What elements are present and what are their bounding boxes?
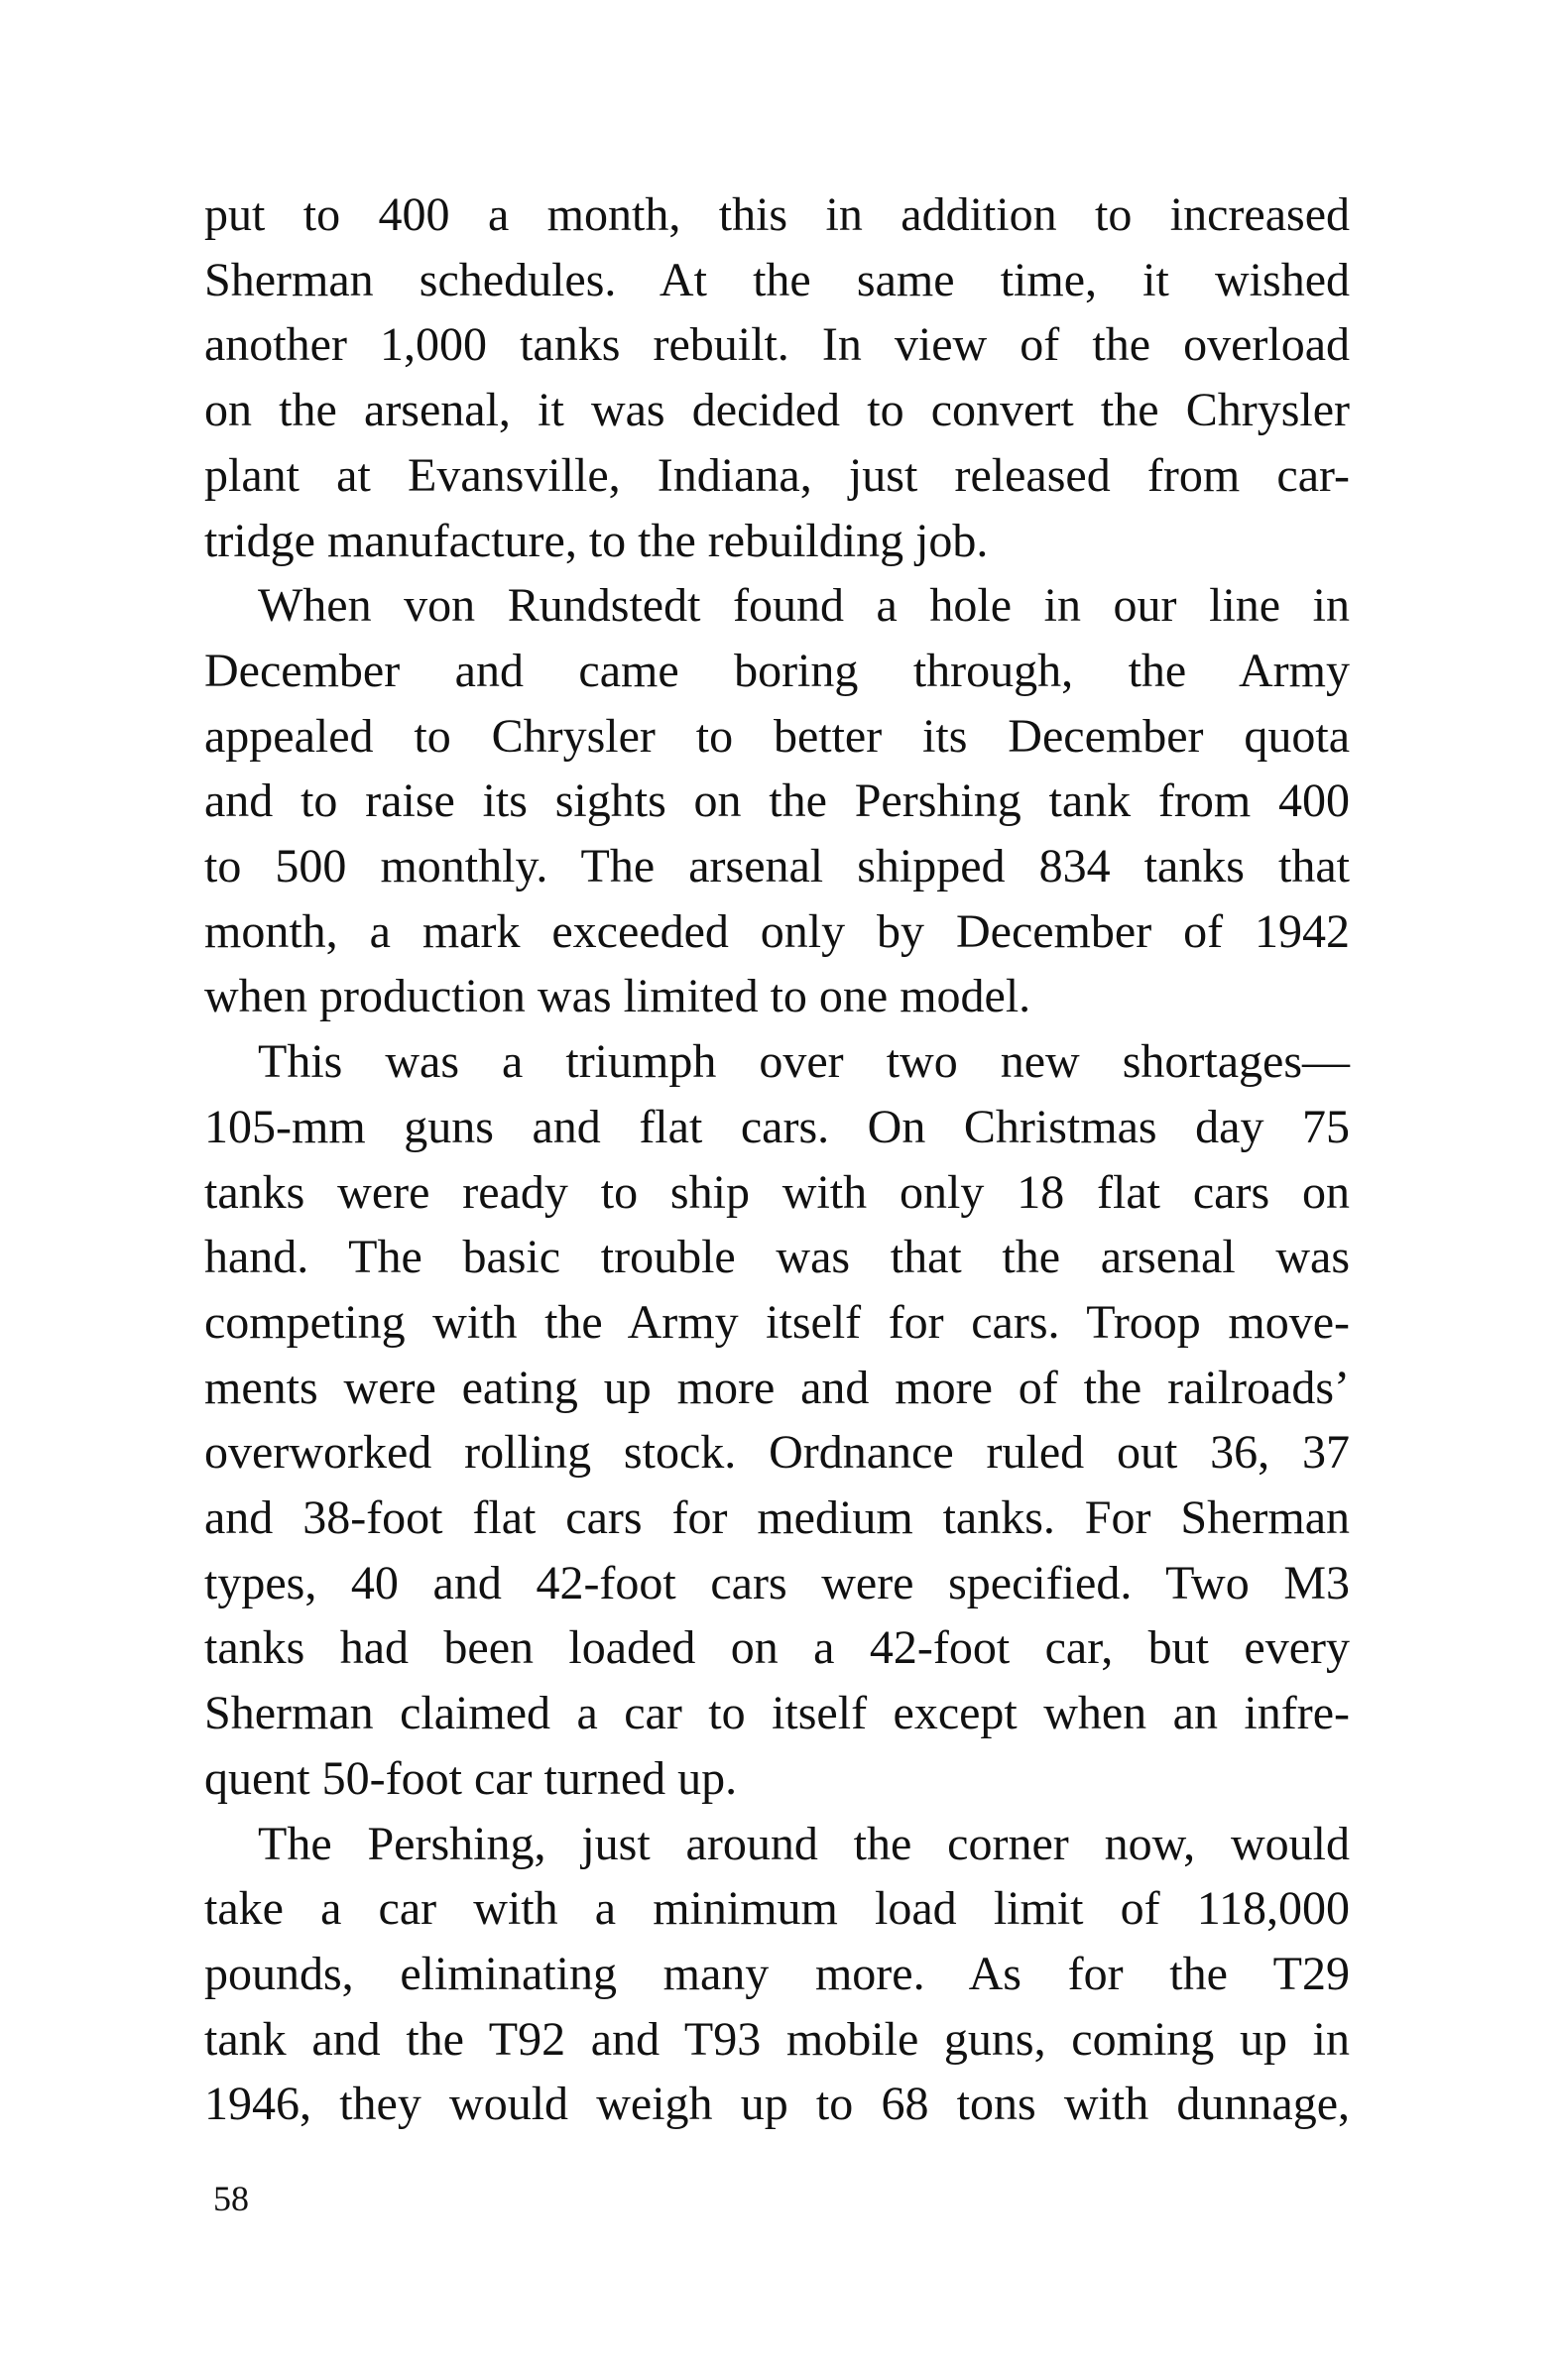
- paragraph: [204, 573, 1350, 1029]
- text-line: when production was limited to one model.: [204, 970, 1031, 1023]
- text-line: pounds, eliminating many more. As for the T29: [204, 1947, 1350, 2000]
- text-line: plant at Evansville, Indiana, just released from car-: [204, 448, 1350, 502]
- text-line: put to 400 a month, this in addition to increased: [204, 188, 1350, 241]
- text-line: tank and the T92 and T93 mobile guns, coming up in: [204, 2012, 1350, 2066]
- body-text: [204, 182, 1350, 2137]
- text-line: competing with the Army itself for cars. Troop move-: [204, 1295, 1350, 1349]
- text-line: overworked rolling stock. Ordnance ruled out 36, 37: [204, 1426, 1350, 1480]
- page-number: 58: [213, 2179, 249, 2218]
- paragraph: [204, 1029, 1350, 1811]
- text-line: 105-mm guns and flat cars. On Christmas day 75: [204, 1100, 1350, 1153]
- text-line: take a car with a minimum load limit of 118,000: [204, 1882, 1350, 1936]
- text-line: This was a triumph over two new shortages—: [258, 1035, 1350, 1089]
- text-line: hand. The basic trouble was that the arsenal was: [204, 1231, 1350, 1284]
- text-line: tanks had been loaded on a 42-foot car, but every: [204, 1621, 1350, 1675]
- text-line: Sherman claimed a car to itself except when an infre-: [204, 1687, 1350, 1740]
- text-line: month, a mark exceeded only by December of 1942: [204, 904, 1350, 958]
- text-line: on the arsenal, it was decided to convert the Chrysler: [204, 384, 1350, 437]
- paragraph: [204, 182, 1350, 573]
- text-line: ments were eating up more and more of the railroads’: [204, 1361, 1350, 1414]
- text-line: appealed to Chrysler to better its December quota: [204, 709, 1350, 763]
- text-line: The Pershing, just around the corner now, would: [258, 1817, 1350, 1870]
- text-line: When von Rundstedt found a hole in our line in: [258, 579, 1350, 633]
- text-line: Sherman schedules. At the same time, it wished: [204, 253, 1350, 306]
- text-line: types, 40 and 42-foot cars were specified. Two M3: [204, 1556, 1350, 1609]
- text-line: another 1,000 tanks rebuilt. In view of the overload: [204, 318, 1350, 372]
- text-line: quent 50-foot car turned up.: [204, 1751, 738, 1805]
- text-line: December and came boring through, the Army: [204, 644, 1350, 697]
- text-line: and to raise its sights on the Pershing tank from 400: [204, 774, 1350, 828]
- text-line: tanks were ready to ship with only 18 flat cars on: [204, 1165, 1350, 1219]
- text-line: to 500 monthly. The arsenal shipped 834 tanks that: [204, 840, 1350, 893]
- paragraph: [204, 1812, 1350, 2138]
- text-line: 1946, they would weigh up to 68 tons with dunnage,: [204, 2078, 1350, 2131]
- text-line: tridge manufacture, to the rebuilding job.: [204, 514, 989, 567]
- text-line: and 38-foot flat cars for medium tanks. For Sherman: [204, 1491, 1350, 1545]
